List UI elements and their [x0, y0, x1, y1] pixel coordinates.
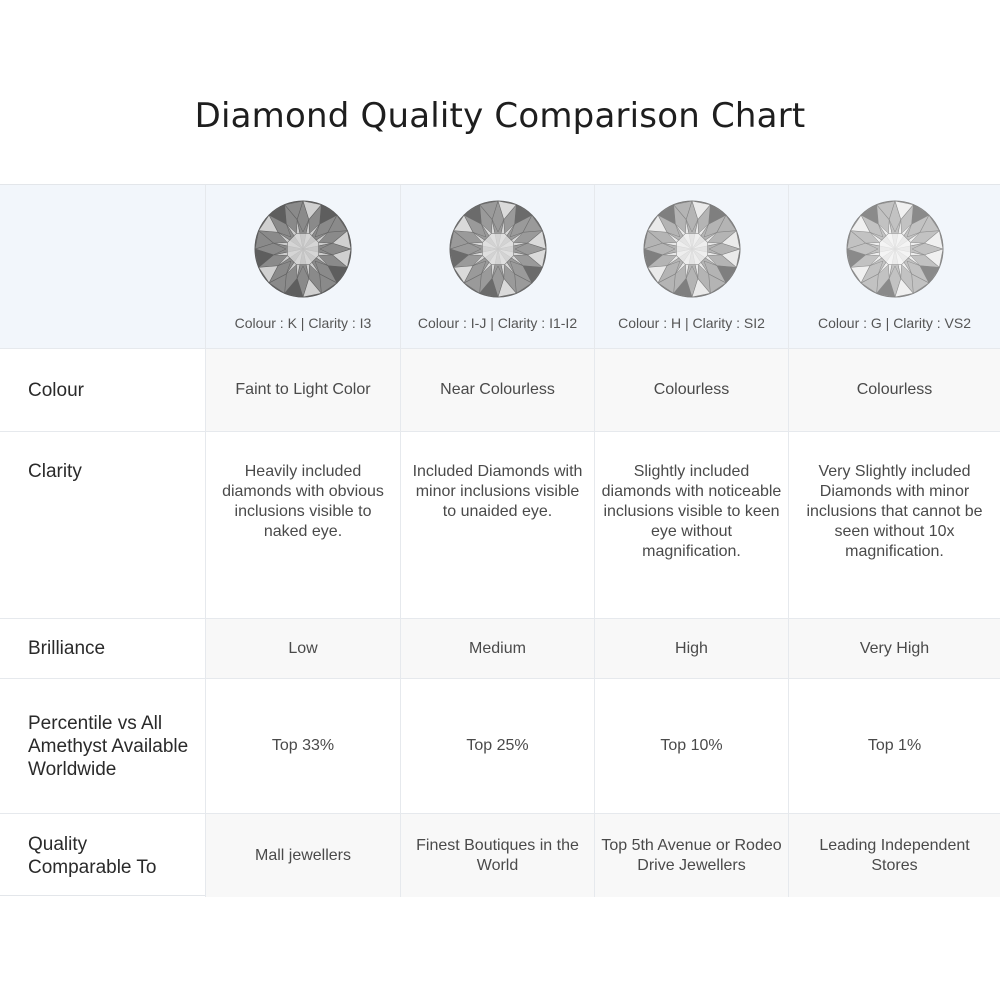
header-cell-1: [206, 185, 401, 349]
header-caption: Colour : G | Clarity : VS2: [817, 315, 971, 331]
row-label-percentile: Percentile vs All Amethyst Available Worldwide: [0, 679, 206, 814]
diamond-ij-i1i2-icon: [448, 199, 548, 299]
row-label-brilliance: Brilliance: [0, 619, 206, 679]
header-cell-2: [401, 185, 595, 349]
table-cell: Leading Independent Stores: [789, 814, 1000, 897]
table-cell: High: [595, 619, 789, 679]
table-cell: Top 10%: [595, 679, 789, 814]
diamond-k-i3-icon: [253, 199, 353, 299]
table-cell: Top 25%: [401, 679, 595, 814]
diamond-g-vs2-icon: [845, 199, 945, 299]
header-caption: Colour : I-J | Clarity : I1-I2: [417, 315, 578, 331]
table-cell: Top 33%: [206, 679, 401, 814]
table-cell: Top 5th Avenue or Rodeo Drive Jewellers: [595, 814, 789, 897]
row-label-clarity: Clarity: [0, 432, 206, 619]
table-cell: Top 1%: [789, 679, 1000, 814]
table-cell: Heavily included diamonds with obvious inclusions visible to naked eye.: [206, 432, 401, 619]
header-empty-cell: [0, 185, 206, 349]
table-cell: Very Slightly included Diamonds with minor inclusions that cannot be seen without 10x magnification.: [789, 432, 1000, 619]
comparison-table: [0, 184, 1000, 896]
diamond-h-si2-icon: [642, 199, 742, 299]
header-cell-4: [789, 185, 1000, 349]
table-cell: Medium: [401, 619, 595, 679]
row-label-colour: Colour: [0, 349, 206, 432]
table-cell: Slightly included diamonds with noticeable inclusions visible to keen eye without magnification.: [595, 432, 789, 619]
table-cell: Colourless: [595, 349, 789, 432]
table-cell: Finest Boutiques in the World: [401, 814, 595, 897]
table-cell: Colourless: [789, 349, 1000, 432]
header-cell-3: [595, 185, 789, 349]
table-cell: Faint to Light Color: [206, 349, 401, 432]
table-cell: Included Diamonds with minor inclusions visible to unaided eye.: [401, 432, 595, 619]
chart-title: Diamond Quality Comparison Chart: [194, 96, 806, 136]
table-cell: Very High: [789, 619, 1000, 679]
table-cell: Mall jewellers: [206, 814, 401, 897]
table-cell: Near Colourless: [401, 349, 595, 432]
header-caption: Colour : H | Clarity : SI2: [618, 315, 765, 331]
header-caption: Colour : K | Clarity : I3: [234, 315, 372, 331]
table-cell: Low: [206, 619, 401, 679]
row-label-quality: Quality Comparable To: [0, 814, 206, 897]
